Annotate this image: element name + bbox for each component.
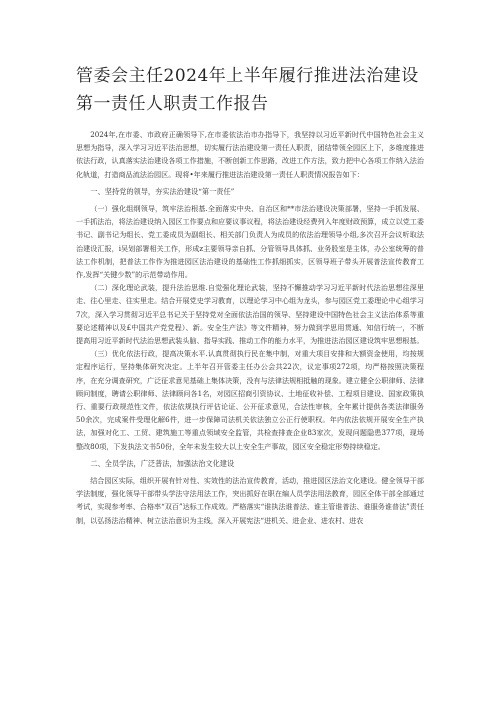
section-heading-1: 一、坚持党的领导，夯实法治建设“第一责任” — [90, 186, 235, 196]
paragraph-1-3: （三）优化依法行政，提高决策水平.认真贯彻执行民在集中制，对重大项目安排和大额资金使用，均按规定程序运行，坚持集体研究决定。上半年召开管委主任办公会共22次，议定事项272项，均严格按照决策程序，在充分调查研究，广泛征求意见基础上集体决策，没有与法律法规相抵触的现象。建立健全公职律师、法律顾问制度，聘请公职律师、法律顾问各1名，对园区招商引资协议、土地征收补偿、工程项目建设、国家政策执行、重要行政规范性文件，依法依规执行评估论证、公开征求意见，合法性审核，全年累计提供各类法律服务50余次，完成案件受理化解6件，进一步保障司法机关依法独立公正行使职权。年内依法依规开展安全生产执法，加强对化工、工贸、建筑施工等重点领域安全监管，共检查排查企业83家次，发现问题隐患377项，现场整改80项，下发执法文书50份，全年未发生较大以上安全生产事故，园区安全稳定形势持续稳定。 — [76, 349, 424, 451]
paragraph-1-1: （一）强化组纲领导，筑牢法治根基.全面落实中央、自治区和**市法治建设决策部署，坚持一手抓发展、一手抓法治，将法治建设纳入园区工作要点和应要议事议程，将法治建设经费列入年度财政预算，成立以党工委书记、副书记为组长、党工委成员为副组长、相关部门负责人为成员的依法治理领导小组,多次召开会议听取法治建设汇报，i吴划部署相关工作，形成z主要领导亲自抓、分管领导具体抓、业务股室是主体，办公室统筹的普法工作机制，把普法工作作为推进园区法治建设的基础性工作抓细抓实，区领导班子带头开展普法宣传教育工作,发挥“关键少数”的示范带动作用。 — [76, 204, 424, 280]
intro-paragraph: 2024年,在市委、市政府正确领导下,在市委依法治市办指导下，我坚持以习近平新时代中国特色社会主义思想为指导，深入学习习近平法治思想，切实履行法治建设第一责任人职责，团结带领全园区上下，多维度推进依法行政，认真落实法治建设各项工作措施，不断创新工作思路，改进工作方法，致力把中心各项工作纳入法治化轨道，打造商品流法治园区。现将•年来履行推进法治建设第一责任人职责情况报告如下： — [76, 130, 424, 179]
document-title: 管委会主任2024年上半年履行推进法治建设第一责任人职责工作报告 — [76, 66, 419, 114]
section-heading-2: 二、全员学法，广泛普法，加强法治文化建设 — [90, 458, 235, 468]
paragraph-2-1: 结合园区实际，组织开展有针对性、实效性的法治宣传教育，活动，推进园区法治文化建设。健全领导干部学法制度，强化领导干部带头学法守法用法工作，突出抓好在职在编人员学法用法教育，园区全体干部全部通过考试，实现参考率、合格率“双百”达标工作成效。严格落实“谁执法谁普法、谁主管谁普法、谁服务谁普法”责任制，以弘扬法治精神、树立法治意识为主线，深入开展宪法“进机关、进企业、进农村、进农 — [76, 476, 424, 525]
paragraph-1-2: （二）深化理论武装，提升法治思维.自觉强化理论武装，坚持不懈推动学习习近平新时代法治思想往深里走、往心里走、往实里走。结合开展党史学习教育，以理论学习中心组为龙头，参与园区党工委理论中心组学习7次，深入学习贯彻习近平总书记关于坚持党对全面依法治国的领导、坚持建设中国特色社会主义法治体系等重要论述精神以及£中国共产党党程）、新。安全生产法》等文件精神，努力做到学思用贯通、知信行统一，不断提高用习近平新时代法治思想武装头脑、指导实践、推动工作的能力水平，为推进法治园区建设筑牢思想根基。 — [76, 283, 424, 346]
